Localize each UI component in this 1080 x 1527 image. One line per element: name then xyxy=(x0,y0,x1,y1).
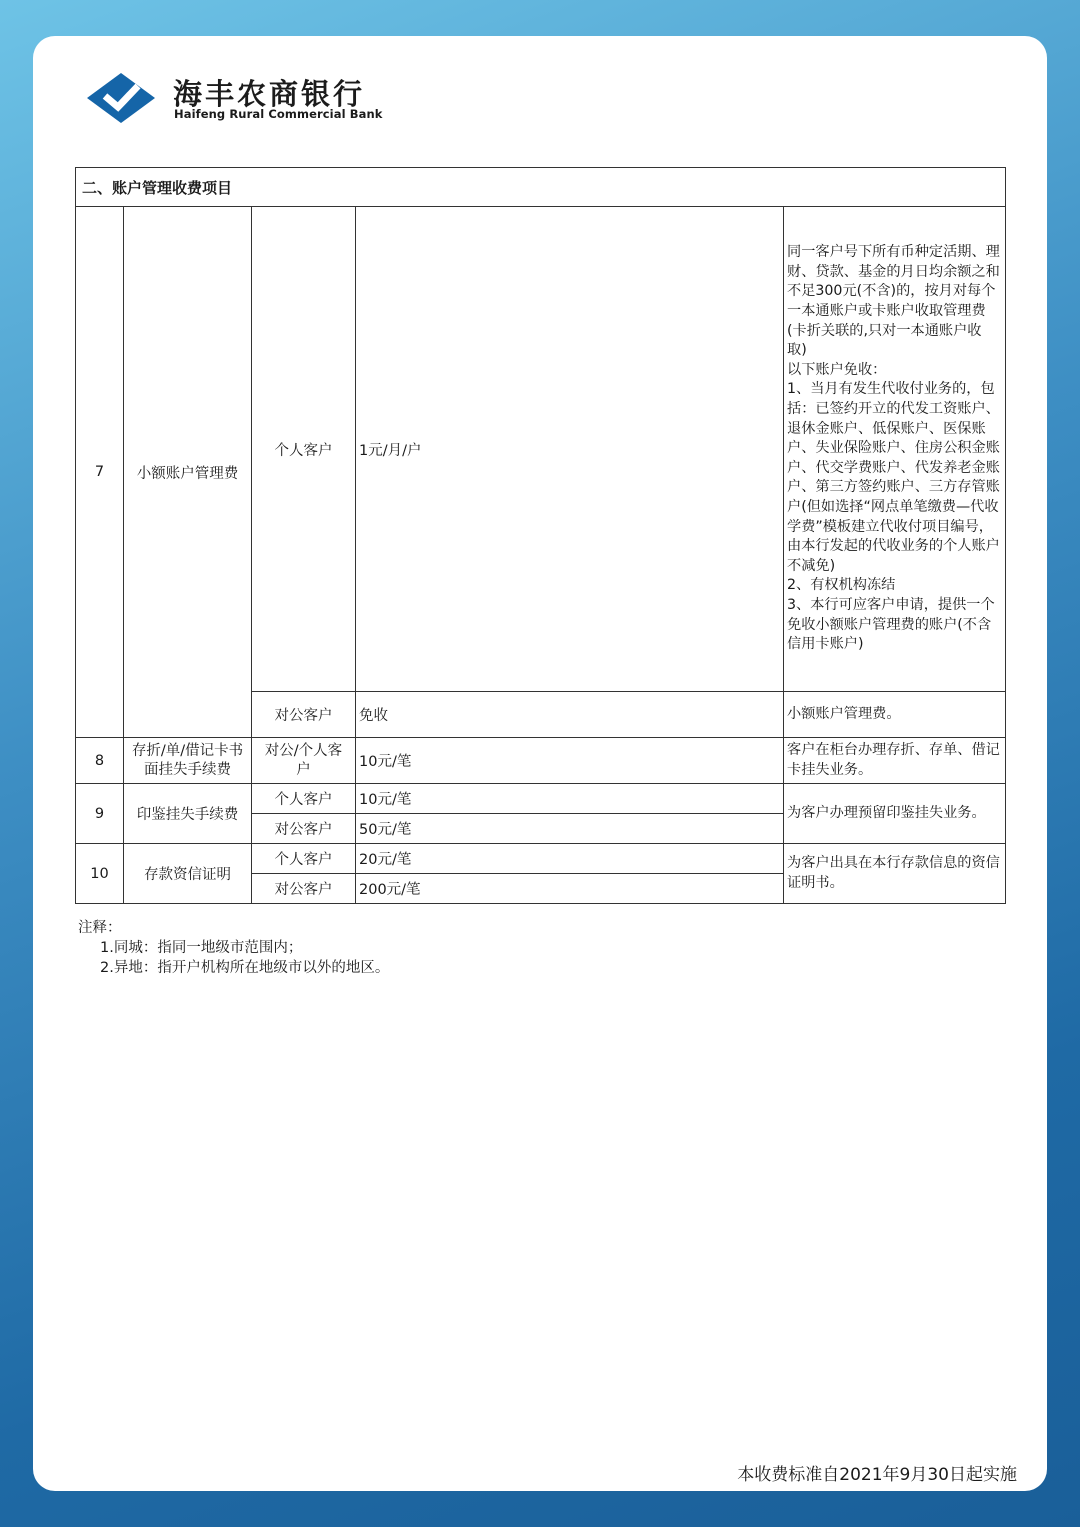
item-number: 9 xyxy=(76,784,124,844)
item-number: 7 xyxy=(76,207,124,738)
customer-type: 个人客户 xyxy=(252,207,356,692)
item-name: 印鉴挂失手续费 xyxy=(124,784,252,844)
customer-type: 对公客户 xyxy=(252,814,356,844)
table-row xyxy=(76,784,1006,814)
note-item: 2.异地：指开户机构所在地级市以外的地区。 xyxy=(100,960,390,976)
table-row xyxy=(76,844,1006,874)
bank-logo xyxy=(85,70,415,130)
section-title-row xyxy=(76,168,1006,207)
bank-name-en: Haifeng Rural Commercial Bank xyxy=(174,107,383,121)
item-name: 存款资信证明 xyxy=(124,844,252,904)
effective-date-footer: 本收费标准自2021年9月30日起实施 xyxy=(737,1465,1017,1485)
table-row xyxy=(76,738,1006,784)
fee-table xyxy=(75,167,1006,904)
fee-note: 小额账户管理费。 xyxy=(784,692,1006,738)
customer-type: 个人客户 xyxy=(252,844,356,874)
customer-type: 对公客户 xyxy=(252,874,356,904)
item-name: 存折/单/借记卡书面挂失手续费 xyxy=(124,738,252,784)
customer-type: 个人客户 xyxy=(252,784,356,814)
fee-price: 20元/笔 xyxy=(356,844,784,874)
bank-logo-icon xyxy=(85,72,157,124)
customer-type: 对公/个人客户 xyxy=(252,738,356,784)
notes-section xyxy=(78,918,389,978)
section-title: 二、账户管理收费项目 xyxy=(76,168,1006,207)
item-number: 10 xyxy=(76,844,124,904)
item-name: 小额账户管理费 xyxy=(124,207,252,738)
notes-label: 注释： xyxy=(78,920,122,936)
note-item: 1.同城：指同一地级市范围内； xyxy=(100,940,303,956)
document-page xyxy=(33,36,1047,1491)
fee-price: 10元/笔 xyxy=(356,784,784,814)
fee-note: 同一客户号下所有币种定活期、理财、贷款、基金的月日均余额之和不足300元(不含)的，按月对每个一本通账户或卡账户收取管理费(卡折关联的,只对一本通账户收取) 以下账户免收： 1、当月有发生代收付业务的，包括：已签约开立的代发工资账户、退休金账户、低保账户、医保账户、失业保险账户、住房公积金账户、代交学费账户、代发养老金账户、第三方签约账户、三方存管账户(但如选择“网点单笔缴费—代收学费”模板建立代收付项目编号，由本行发起的代收业务的个人账户不减免) 2、有权机构冻结 3、本行可应客户申请，提供一个免收小额账户管理费的账户(不含信用卡账户) xyxy=(784,207,1006,692)
item-number: 8 xyxy=(76,738,124,784)
fee-note: 为客户办理预留印鉴挂失业务。 xyxy=(784,784,1006,844)
fee-note: 客户在柜台办理存折、存单、借记卡挂失业务。 xyxy=(784,738,1006,784)
fee-price: 200元/笔 xyxy=(356,874,784,904)
fee-note: 为客户出具在本行存款信息的资信证明书。 xyxy=(784,844,1006,904)
fee-price: 免收 xyxy=(356,692,784,738)
fee-price: 10元/笔 xyxy=(356,738,784,784)
bank-name-cn: 海丰农商银行 xyxy=(173,77,366,111)
customer-type: 对公客户 xyxy=(252,692,356,738)
table-row xyxy=(76,207,1006,692)
fee-price: 1元/月/户 xyxy=(356,207,784,692)
fee-price: 50元/笔 xyxy=(356,814,784,844)
